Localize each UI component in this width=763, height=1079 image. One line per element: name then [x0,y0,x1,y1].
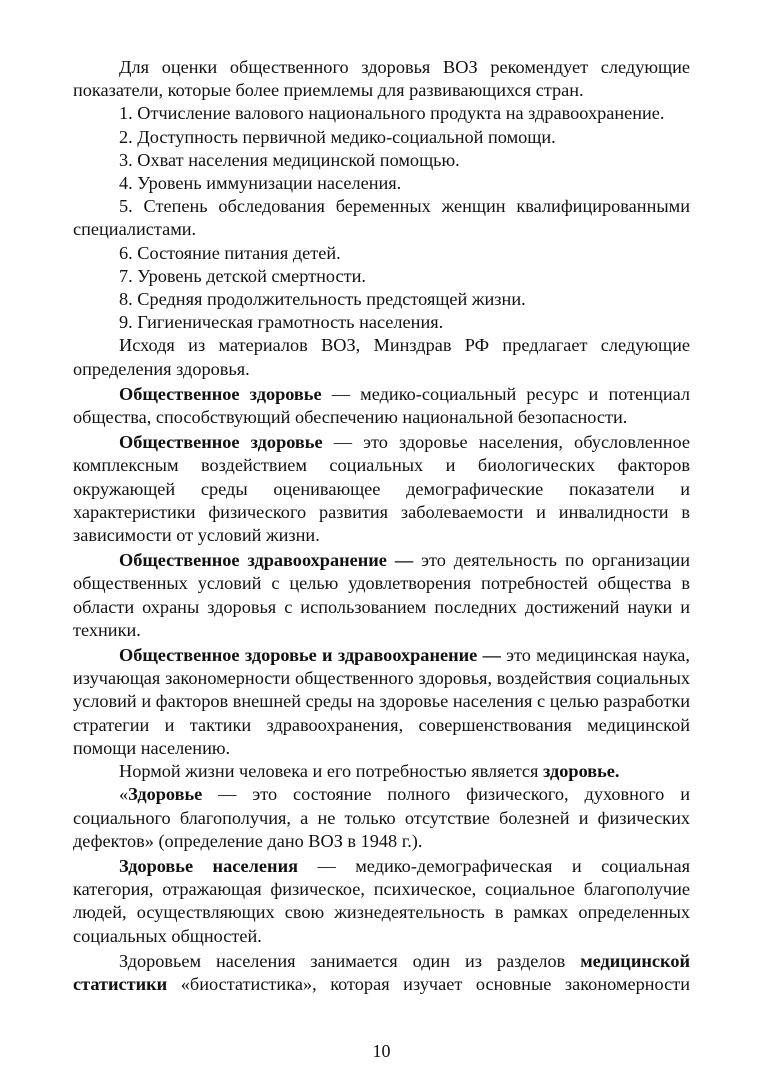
who-definition [73,783,690,853]
list-item: 3. Охват населения медицинской помощью. [119,149,460,170]
norm-text: Нормой жизни человека и его потребностью является [119,761,544,782]
list-item: 9. Гигиеническая грамотность населения. [119,312,444,333]
list-item: 6. Состояние питания детей. [119,242,341,263]
definition-term: Общественное здоровье и здравоохранение — [119,645,501,666]
definition-public-health-1 [73,383,690,429]
statistics-text-2: «биостатистика», которая изучает основные закономерности [167,973,690,994]
open-quote: « [119,784,129,805]
intro-paragraph: Для оценки общественного здоровья ВОЗ рекомендует следующие показатели, которые более приемлемы для развивающихся стран. [73,57,690,101]
definition-public-healthcare [73,549,690,642]
definition-term: Здоровье населения [119,855,298,876]
definition-text: — это состояние полного физического, духовного и социального благополучия, а не только отсутствие болезней и физических дефектов» (определение дано ВОЗ в 1948 г.). [73,784,690,851]
definitions-intro: Исходя из материалов ВОЗ, Минздрав РФ предлагает следующие определения здоровья. [73,335,690,379]
list-item: 5. Степень обследования беременных женщин квалифицированными специалистами. [73,196,690,240]
definition-text: это деятельность по организации общественных условий с целью удовлетворения потребностей общества в области охраны здоровья с использованием последних достижений науки и техники. [73,550,690,640]
list-item: 7. Уровень детской смертности. [119,265,366,286]
page-number: 10 [372,1041,391,1061]
list-item: 8. Средняя продолжительность предстоящей жизни. [119,289,526,310]
definition-text: — медико-социальный ресурс и потенциал общества, способствующий обеспечению национальной безопасности. [73,383,690,428]
definition-text: — это здоровье населения, обусловленное комплексным воздействием социальных и биологических факторов окружающей среды оценивающее демографические показатели и характеристики физического развития заболеваемости и инвалидности в зависимости от условий жизни. [73,432,690,546]
list-item: 1. Отчисление валового национального продукта на здравоохранение. [119,103,665,124]
statistics-paragraph [73,950,690,996]
norm-term: здоровье. [543,761,620,782]
statistics-text-1: Здоровьем населения занимается один из разделов [119,950,581,971]
definition-public-health-2 [73,431,690,547]
page-body [73,56,690,996]
definition-term: Общественное здоровье [119,432,323,453]
definition-term: Здоровье [128,784,203,805]
population-health-definition [73,855,690,948]
definition-term: Общественное здравоохранение — [119,550,414,571]
definition-text: это медицинская наука, изучающая закономерности общественного здоровья, воздействия социальных условий и факторов внешней среды на здоровье населения с целью разработки стратегии и тактики здравоохранения, совершенствования медицинской помощи населению. [73,645,690,758]
definition-term: Общественное здоровье [119,383,322,404]
statistics-term: медицинской статистики [73,950,690,994]
norm-paragraph [73,760,690,783]
definition-text: — медико-демографическая и социальная категория, отражающая физическое, психическое, социальное благополучие людей, осуществляющих свою жизнедеятельность в рамках определенных социальных общностей. [73,855,690,946]
definition-public-health-and-healthcare [73,644,690,760]
list-item: 4. Уровень иммунизации населения. [119,173,402,194]
list-item: 2. Доступность первичной медико-социальной помощи. [119,126,556,147]
